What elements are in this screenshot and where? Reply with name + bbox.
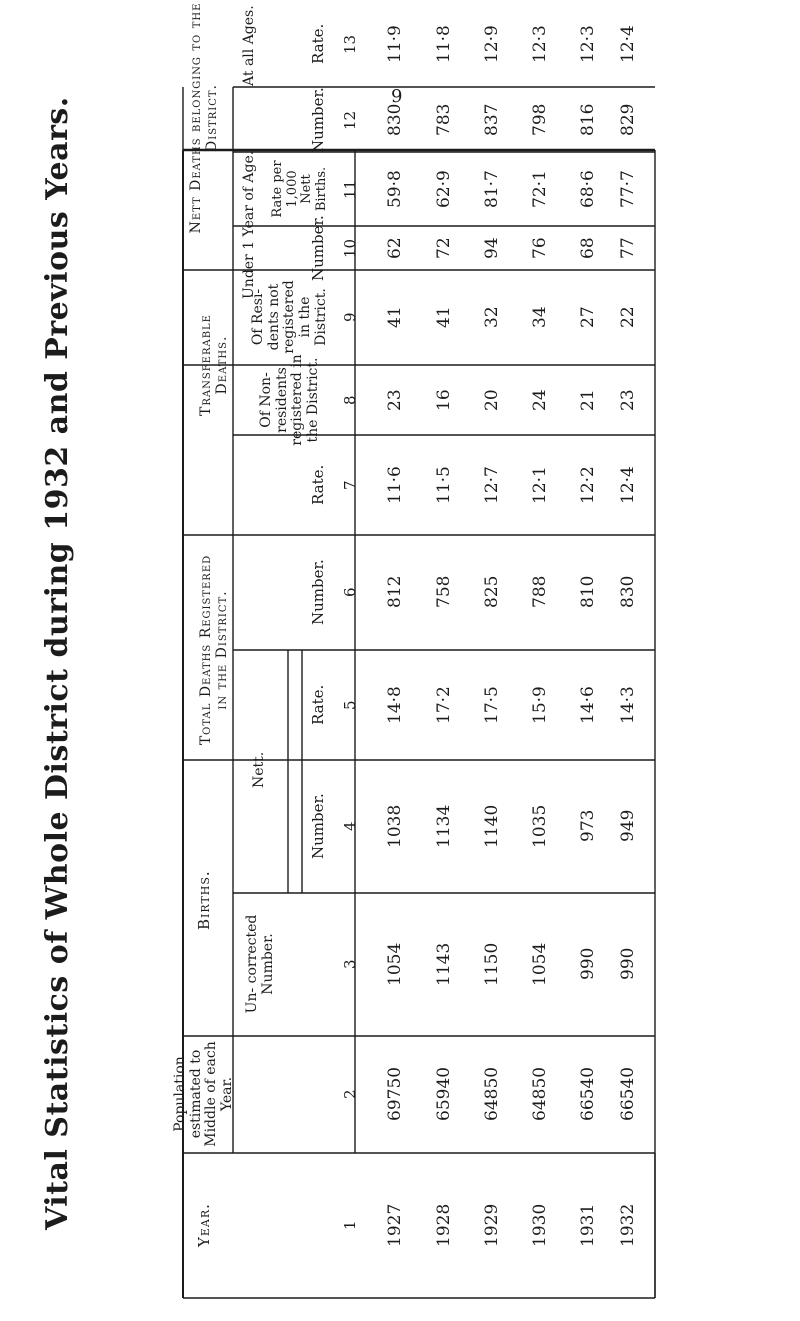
table-cell: 72·1 (529, 170, 550, 208)
table-cell: 20 (481, 389, 502, 411)
all-ages-rate-header: Rate. (308, 23, 327, 64)
column-number: 2 (340, 1089, 359, 1099)
table-cell: 1928 (433, 1203, 454, 1247)
table-cell: 1929 (481, 1203, 502, 1247)
column-number: 8 (340, 395, 359, 405)
under-one-rate-header: Rate per 1,000 Nett Births. (270, 160, 329, 218)
table-cell: 21 (577, 389, 598, 411)
table-cell: 65940 (433, 1066, 454, 1121)
deaths-number-header: Number. (308, 559, 327, 625)
column-number: 6 (340, 587, 359, 597)
births-header: Births. (194, 870, 213, 930)
table-cell: 1054 (529, 942, 550, 986)
table-cell: 15·9 (529, 686, 550, 724)
table-cell: 12·7 (481, 466, 502, 504)
table-cell: 837 (481, 103, 502, 136)
column-number: 1 (340, 1220, 359, 1230)
table-cell: 12·3 (529, 25, 550, 63)
all-ages-header: At all Ages. (241, 4, 257, 86)
all-ages-number-header: Number. (308, 87, 327, 153)
table-cell: 32 (481, 306, 502, 328)
table-cell: 66540 (577, 1066, 598, 1121)
table-cell: 24 (529, 389, 550, 411)
table-cell-1932: 830 (617, 575, 638, 608)
column-number: 11 (340, 179, 359, 199)
column-number: 7 (340, 480, 359, 490)
under-one-header: Under 1 Year of Age. (241, 150, 257, 299)
table-cell: 41 (433, 306, 454, 328)
nett-deaths-header: Nett Deaths belonging to the District. (187, 2, 220, 234)
table-cell: 788 (529, 575, 550, 608)
table-cell: 11·6 (384, 466, 405, 504)
table-cell: 72 (433, 237, 454, 259)
table-cell: 830 (384, 103, 405, 136)
nett-header: Nett. (251, 751, 267, 788)
table-cell: 81·7 (481, 170, 502, 208)
table-cell: 1140 (481, 804, 502, 848)
under-one-number-header: Number. (308, 215, 327, 281)
table-cell: 12·2 (577, 466, 598, 504)
table-cell: 76 (529, 237, 550, 259)
table-cell: 16 (433, 389, 454, 411)
table-cell: 62·9 (433, 170, 454, 208)
table-cell-1932: 1932 (617, 1203, 638, 1247)
table-cell: 41 (384, 306, 405, 328)
year-header: Year. (194, 1203, 213, 1247)
table-cell: 783 (433, 103, 454, 136)
transferable-header: Transferable Deaths. (197, 314, 230, 416)
table-cell: 1143 (433, 942, 454, 986)
table-cell-1932: 12·4 (617, 466, 638, 504)
table-cell: 1054 (384, 942, 405, 986)
table-cell-1932: 12·4 (617, 25, 638, 63)
table-cell: 94 (481, 237, 502, 259)
table-cell: 1927 (384, 1203, 405, 1247)
column-number: 3 (340, 959, 359, 969)
population-header: Population estimated to Middle of each Year. (171, 1041, 235, 1147)
table-cell-1932: 77·7 (617, 170, 638, 208)
table-cell: 11·9 (384, 25, 405, 63)
table-cell: 64850 (529, 1066, 550, 1121)
table-cell: 1035 (529, 804, 550, 848)
table-cell: 990 (577, 947, 598, 980)
table-cell: 68 (577, 237, 598, 259)
table-cell: 810 (577, 575, 598, 608)
table-cell: 816 (577, 103, 598, 136)
table-cell: 59·8 (384, 170, 405, 208)
table-cell: 23 (384, 389, 405, 411)
page-title: Vital Statistics of Whole District during 1932 and Previous Years. (40, 96, 75, 1230)
table-cell-1932: 949 (617, 809, 638, 842)
table-cell-1932: 990 (617, 947, 638, 980)
table-cell: 12·9 (481, 25, 502, 63)
births-number-header: Number. (308, 793, 327, 859)
table-cell: 17·5 (481, 686, 502, 724)
births-rate-header: Rate. (308, 684, 327, 725)
table-cell: 1931 (577, 1203, 598, 1247)
table-cell-1932: 22 (617, 306, 638, 328)
table-cell: 68·6 (577, 170, 598, 208)
table-cell: 1930 (529, 1203, 550, 1247)
table-cell: 17·2 (433, 686, 454, 724)
table-cell: 14·6 (577, 686, 598, 724)
table-cell: 69750 (384, 1066, 405, 1121)
table-cell: 34 (529, 306, 550, 328)
non-residents-header: Of Non- residents registered in the District. (257, 354, 321, 446)
table-cell: 12·1 (529, 466, 550, 504)
table-cell: 798 (529, 103, 550, 136)
column-number: 12 (340, 110, 359, 130)
table-cell: 1038 (384, 804, 405, 848)
table-cell: 1150 (481, 942, 502, 986)
table-cell: 973 (577, 809, 598, 842)
table-cell-1932: 77 (617, 237, 638, 259)
table-cell: 825 (481, 575, 502, 608)
table-cell: 812 (384, 575, 405, 608)
table-cell: 64850 (481, 1066, 502, 1121)
table-cell: 12·3 (577, 25, 598, 63)
page-number: 9 (391, 86, 403, 107)
column-number: 5 (340, 700, 359, 710)
table-cell-1932: 14·3 (617, 686, 638, 724)
table-cell: 11·5 (433, 466, 454, 504)
deaths-rate-header: Rate. (308, 464, 327, 505)
residents-header: Of Resi- dents not registered in the District. (250, 280, 329, 354)
uncorrected-header: Un- corrected Number. (243, 914, 276, 1014)
table-cell: 62 (384, 237, 405, 259)
table-cell: 11·8 (433, 25, 454, 63)
table-cell-1932: 23 (617, 389, 638, 411)
total-deaths-header: Total Deaths Registered in the District. (197, 554, 230, 746)
column-number: 9 (340, 312, 359, 322)
table-cell-1932: 829 (617, 103, 638, 136)
table-cell: 14·8 (384, 686, 405, 724)
table-cell: 27 (577, 306, 598, 328)
column-number: 10 (340, 238, 359, 258)
column-number: 13 (340, 34, 359, 54)
table-cell: 758 (433, 575, 454, 608)
column-number: 4 (340, 821, 359, 831)
table-cell: 1134 (433, 804, 454, 848)
table-cell-1932: 66540 (617, 1066, 638, 1121)
